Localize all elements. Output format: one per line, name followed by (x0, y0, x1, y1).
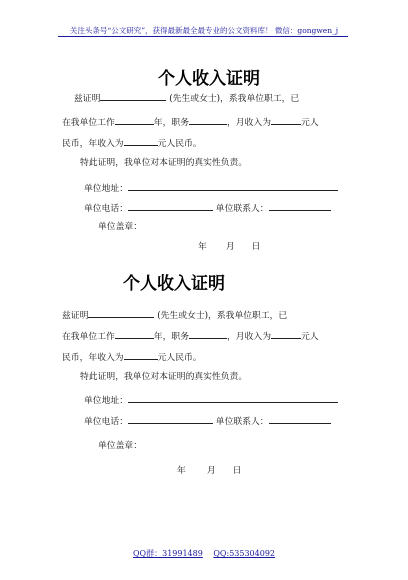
line2-b: 年，职务 (153, 332, 189, 342)
footer-qq: QQ:535304092 (213, 549, 275, 558)
address-label: 单位地址： (84, 184, 128, 194)
line2-a: 在我单位工作 (62, 332, 115, 342)
phone-blank[interactable] (128, 201, 213, 211)
footer-qq-group: QQ群：31991489 (132, 549, 203, 558)
line2-c: ，月收入为 (227, 118, 271, 128)
cert-line-2 (62, 329, 319, 343)
contact-label: 单位联系人： (215, 204, 269, 214)
cert-date-row (198, 242, 260, 253)
header-notice: 关注头条号“公文研究”，获得最新最全最专业的公文资料库！ 微信：gongwen_j (69, 26, 339, 35)
cert-line-1 (62, 308, 287, 322)
name-blank[interactable] (88, 308, 154, 318)
date-day: 日 (232, 466, 242, 476)
certificate-title: 个人收入证明 (158, 69, 260, 89)
line1-prefix: 兹证明 (74, 94, 101, 104)
phone-blank[interactable] (128, 414, 213, 424)
cert-line-3 (62, 350, 202, 364)
line3-b: 元人民币。 (157, 353, 202, 363)
position-blank[interactable] (189, 115, 227, 125)
name-blank[interactable] (100, 91, 166, 101)
cert-address-row (84, 393, 338, 407)
line1-suffix: (先生或女士)，系我单位职工，已 (169, 94, 300, 104)
cert-address-row (84, 181, 338, 195)
cert-phone-row (84, 201, 331, 215)
date-month: 月 (206, 466, 216, 476)
phone-label: 单位电话： (84, 417, 128, 427)
date-year: 年 (177, 466, 186, 476)
cert-seal-row: 单位盖章： (98, 222, 142, 232)
cert-statement: 特此证明，我单位对本证明的真实性负责。 (80, 158, 248, 168)
line2-a: 在我单位工作 (62, 118, 115, 128)
address-blank[interactable] (128, 181, 338, 191)
address-blank[interactable] (128, 393, 338, 403)
cert-statement: 特此证明，我单位对本证明的真实性负责。 (80, 372, 248, 382)
line3-a: 民币，年收入为 (62, 139, 124, 149)
line3-a: 民币，年收入为 (62, 353, 124, 363)
line1-suffix: (先生或女士)，系我单位职工，已 (157, 311, 288, 321)
years-blank[interactable] (115, 329, 154, 339)
header-divider (58, 36, 348, 37)
cert-date-row (177, 466, 241, 477)
annual-income-blank[interactable] (124, 136, 158, 146)
line2-c: ，月收入为 (227, 332, 271, 342)
line2-d: 元人 (301, 332, 319, 342)
annual-income-blank[interactable] (124, 350, 158, 360)
phone-label: 单位电话： (84, 204, 128, 214)
monthly-income-blank[interactable] (271, 115, 301, 125)
cert-phone-row (84, 414, 331, 428)
years-blank[interactable] (115, 115, 154, 125)
date-day: 日 (251, 242, 261, 252)
certificate-title: 个人收入证明 (123, 274, 225, 294)
contact-blank[interactable] (269, 414, 331, 424)
cert-line-2 (62, 115, 319, 129)
position-blank[interactable] (189, 329, 227, 339)
cert-line-3 (62, 136, 202, 150)
date-month: 月 (225, 242, 235, 252)
date-year: 年 (198, 242, 207, 252)
line1-prefix: 兹证明 (62, 311, 89, 321)
contact-blank[interactable] (269, 201, 331, 211)
line2-b: 年，职务 (153, 118, 189, 128)
cert-seal-row: 单位盖章： (98, 441, 142, 451)
monthly-income-blank[interactable] (271, 329, 301, 339)
address-label: 单位地址： (84, 396, 128, 406)
cert-line-1 (74, 91, 299, 105)
line3-b: 元人民币。 (157, 139, 202, 149)
contact-label: 单位联系人： (215, 417, 269, 427)
footer-contact (0, 548, 408, 559)
line2-d: 元人 (301, 118, 319, 128)
